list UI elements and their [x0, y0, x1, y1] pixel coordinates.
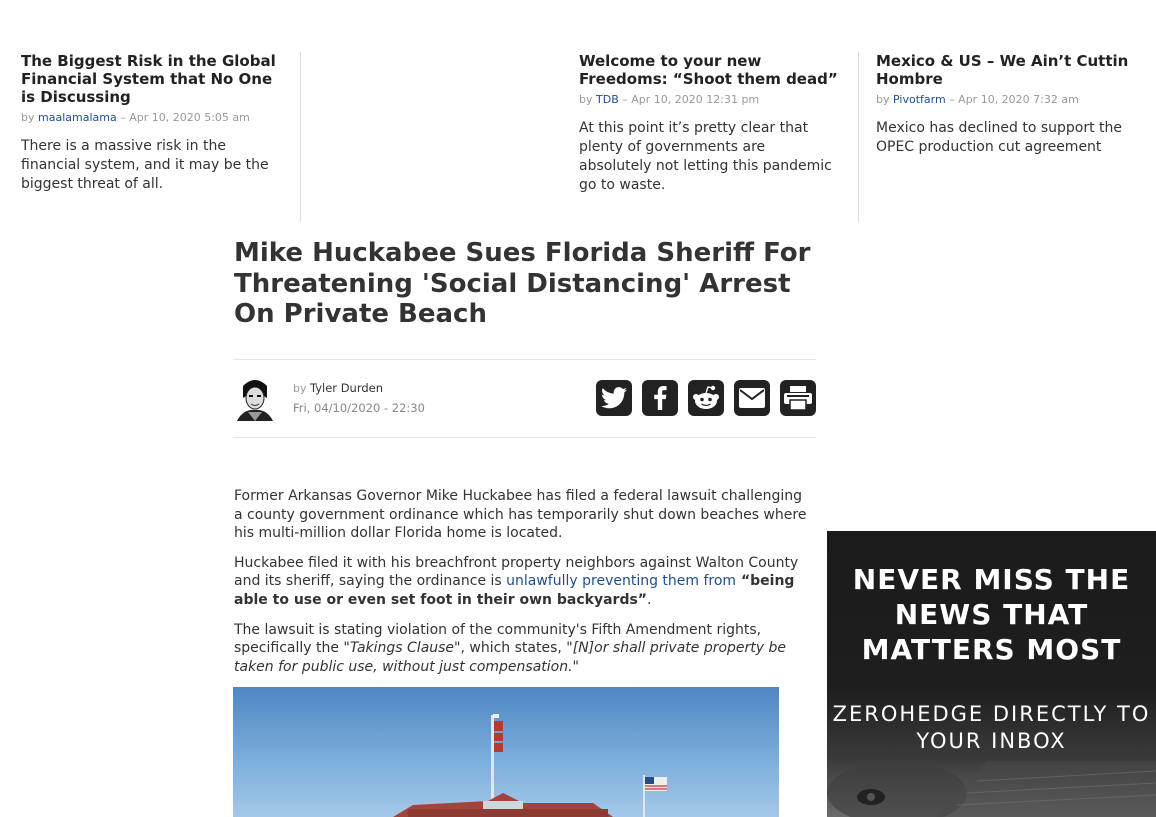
related-excerpt: There is a massive risk in the financial system, and it may be the biggest threat of all.: [21, 138, 269, 192]
related-author-link[interactable]: TDB: [596, 93, 619, 106]
article-paragraph: [234, 621, 809, 677]
article-photo: [233, 687, 779, 817]
related-title[interactable]: The Biggest Risk in the Global Financial System that No One is Discussing: [21, 52, 276, 106]
email-icon: [739, 388, 765, 408]
related-meta: [876, 93, 1138, 106]
article-body: [234, 487, 809, 687]
text-segment: .: [647, 591, 652, 608]
by-label: by: [579, 93, 593, 106]
article-byline-bar: [233, 359, 816, 438]
related-title[interactable]: Welcome to your new Freedoms: “Shoot them dead”: [579, 52, 838, 88]
related-meta: [21, 111, 277, 124]
bold-quote: “being able to use or even set foot in their own backyards”: [234, 573, 795, 608]
text-segment: , which states,: [460, 640, 567, 657]
email-share-button[interactable]: [734, 380, 770, 416]
article-title: Mike Huckabee Sues Florida Sheriff For Threatening 'Social Distancing' Arrest On Private Beach: [234, 238, 811, 329]
related-excerpt: Mexico has declined to support the OPEC production cut agreement: [876, 120, 1123, 155]
text-segment: Huckabee filed it with his breachfront property neighbors against Walton County and its sheriff, saying the ordinance is: [234, 554, 799, 590]
share-buttons: [596, 380, 816, 416]
promo-headline: NEVER MISS THE NEWS THAT MATTERS MOST: [852, 563, 1131, 666]
by-label: by: [293, 382, 307, 395]
avatar: [233, 376, 277, 421]
twitter-icon: [601, 387, 627, 409]
by-label: by: [21, 111, 35, 124]
related-date: – Apr 10, 2020 12:31 pm: [618, 93, 760, 106]
reddit-icon: [692, 385, 720, 411]
related-articles: [0, 52, 1156, 222]
related-card[interactable]: [21, 52, 277, 222]
related-title[interactable]: Mexico & US – We Ain’t Cuttin Hombre: [876, 52, 1129, 88]
related-excerpt: At this point it’s pretty clear that plenty of governments are absolutely not letting this pandemic go to waste.: [579, 120, 832, 193]
divider: [300, 52, 301, 222]
italic-quote: "Takings Clause": [343, 640, 461, 657]
promo-subheadline: ZEROHEDGE DIRECTLY TO YOUR INBOX: [832, 702, 1151, 753]
by-label: by: [876, 93, 890, 106]
related-card[interactable]: [876, 52, 1138, 222]
article-paragraph: Former Arkansas Governor Mike Huckabee has filed a federal lawsuit challenging a county government ordinance which has temporarily shut down beaches where his multi-million dollar Florida home is located.: [234, 488, 807, 542]
divider: [858, 52, 859, 222]
twitter-share-button[interactable]: [596, 380, 632, 416]
facebook-icon: [653, 386, 667, 410]
related-author-link[interactable]: maalamalama: [38, 111, 117, 124]
publish-date: Fri, 04/10/2020 - 22:30: [293, 401, 425, 415]
text-segment: The lawsuit is stating violation of the community's Fifth Amendment rights, specifically the: [234, 621, 762, 657]
related-date: – Apr 10, 2020 7:32 am: [945, 93, 1079, 106]
reddit-share-button[interactable]: [688, 380, 724, 416]
print-icon: [784, 386, 812, 410]
newsletter-promo[interactable]: [827, 531, 1156, 817]
facebook-share-button[interactable]: [642, 380, 678, 416]
italic-quote: "[N]or shall private property be taken for public use, without just compensation.": [234, 640, 787, 675]
inline-link[interactable]: unlawfully preventing them from: [506, 573, 737, 590]
author-name[interactable]: Tyler Durden: [310, 381, 384, 395]
related-author-link[interactable]: Pivotfarm: [893, 93, 946, 106]
print-button[interactable]: [780, 380, 816, 416]
related-card[interactable]: [579, 52, 841, 222]
related-meta: [579, 93, 841, 106]
byline: [293, 381, 383, 395]
related-date: – Apr 10, 2020 5:05 am: [116, 111, 250, 124]
article-paragraph: [234, 554, 809, 610]
